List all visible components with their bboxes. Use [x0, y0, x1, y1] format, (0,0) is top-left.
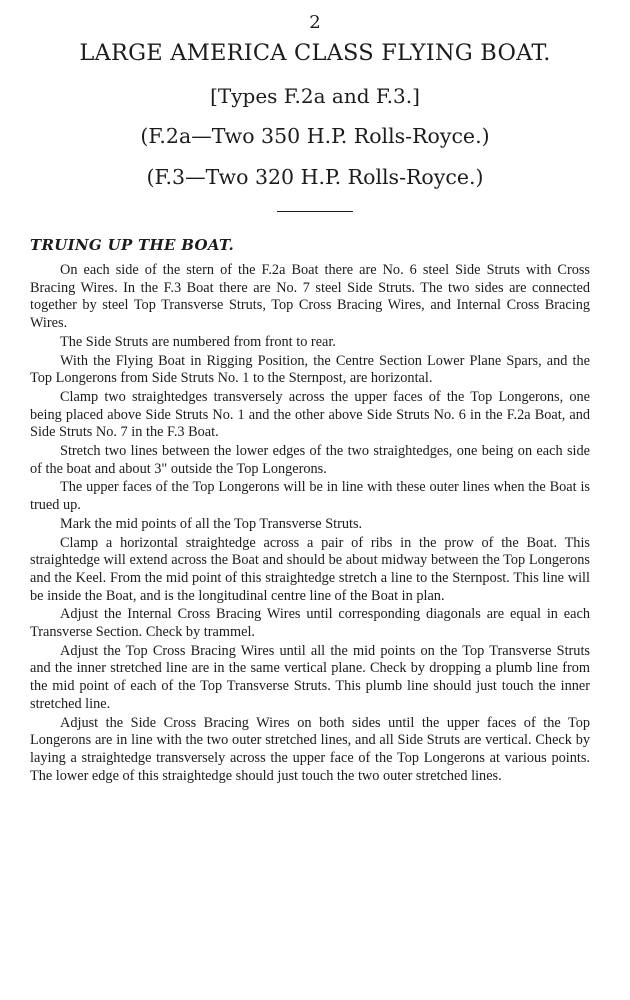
paragraph: Stretch two lines between the lower edges of the two straightedges, one being on each side of the boat and about 3" outside the Top Longerons.	[30, 443, 590, 477]
paragraph: Mark the mid points of all the Top Transverse Struts.	[60, 515, 363, 532]
body-text	[30, 262, 590, 785]
subtitle-f3-engines: (F.3—Two 320 H.P. Rolls-Royce.)	[146, 165, 484, 189]
subtitle-f2a-engines: (F.2a—Two 350 H.P. Rolls-Royce.)	[140, 124, 490, 148]
paragraph: Adjust the Top Cross Bracing Wires until all the mid points on the Top Transverse Struts and the inner stretched line are in the same vertical plane. Check by dropping a plumb line from the mid point of each of the Top Transverse Struts. This plumb line should just touch the inner stretched line.	[30, 642, 590, 712]
page-title: LARGE AMERICA CLASS FLYING BOAT.	[79, 40, 551, 66]
page-number: 2	[309, 12, 321, 33]
paragraph: On each side of the stern of the F.2a Boat there are No. 6 steel Side Struts with Cross Bracing Wires. In the F.3 Boat there are No. 7 steel Side Struts. The two sides are connected together by steel Top Transverse Struts, Top Cross Bracing Wires, and Internal Cross Bracing Wires.	[30, 262, 590, 332]
paragraph: Clamp two straightedges transversely across the upper faces of the Top Longerons, one being placed above Side Struts No. 1 and the other above Side Struts No. 6 in the F.2a Boat, and Side Struts No. 7 in the F.3 Boat.	[30, 388, 590, 441]
paragraph: The upper faces of the Top Longerons will be in line with these outer lines when the Boat is trued up.	[30, 479, 590, 514]
paragraph: The Side Struts are numbered from front to rear.	[60, 333, 336, 350]
section-heading: TRUING UP THE BOAT.	[30, 236, 235, 254]
paragraph: Adjust the Side Cross Bracing Wires on both sides until the upper faces of the Top Longerons are in line with the two outer stretched lines, and all Side Struts are vertical. Check by laying a straightedge transversely across the upper face of the Top Longerons at various points. The lower edge of this straightedge should just touch the two outer stretched lines.	[30, 714, 590, 784]
paragraph: With the Flying Boat in Rigging Position, the Centre Section Lower Plane Spars, and the Top Longerons from Side Struts No. 1 to the Sternpost, are horizontal.	[30, 352, 590, 387]
subtitle-types: [Types F.2a and F.3.]	[210, 84, 420, 108]
paragraph: Adjust the Internal Cross Bracing Wires until corresponding diagonals are equal in each Transverse Section. Check by trammel.	[30, 606, 590, 641]
paragraph: Clamp a horizontal straightedge across a pair of ribs in the prow of the Boat. This straightedge will extend across the Boat and should be about midway between the Top Longerons and the Keel. From the mid point of this straightedge stretch a line to the Sternpost. This line will be inside the Boat, and is the longitudinal centre line of the Boat in plan.	[30, 534, 590, 604]
divider	[277, 211, 353, 212]
